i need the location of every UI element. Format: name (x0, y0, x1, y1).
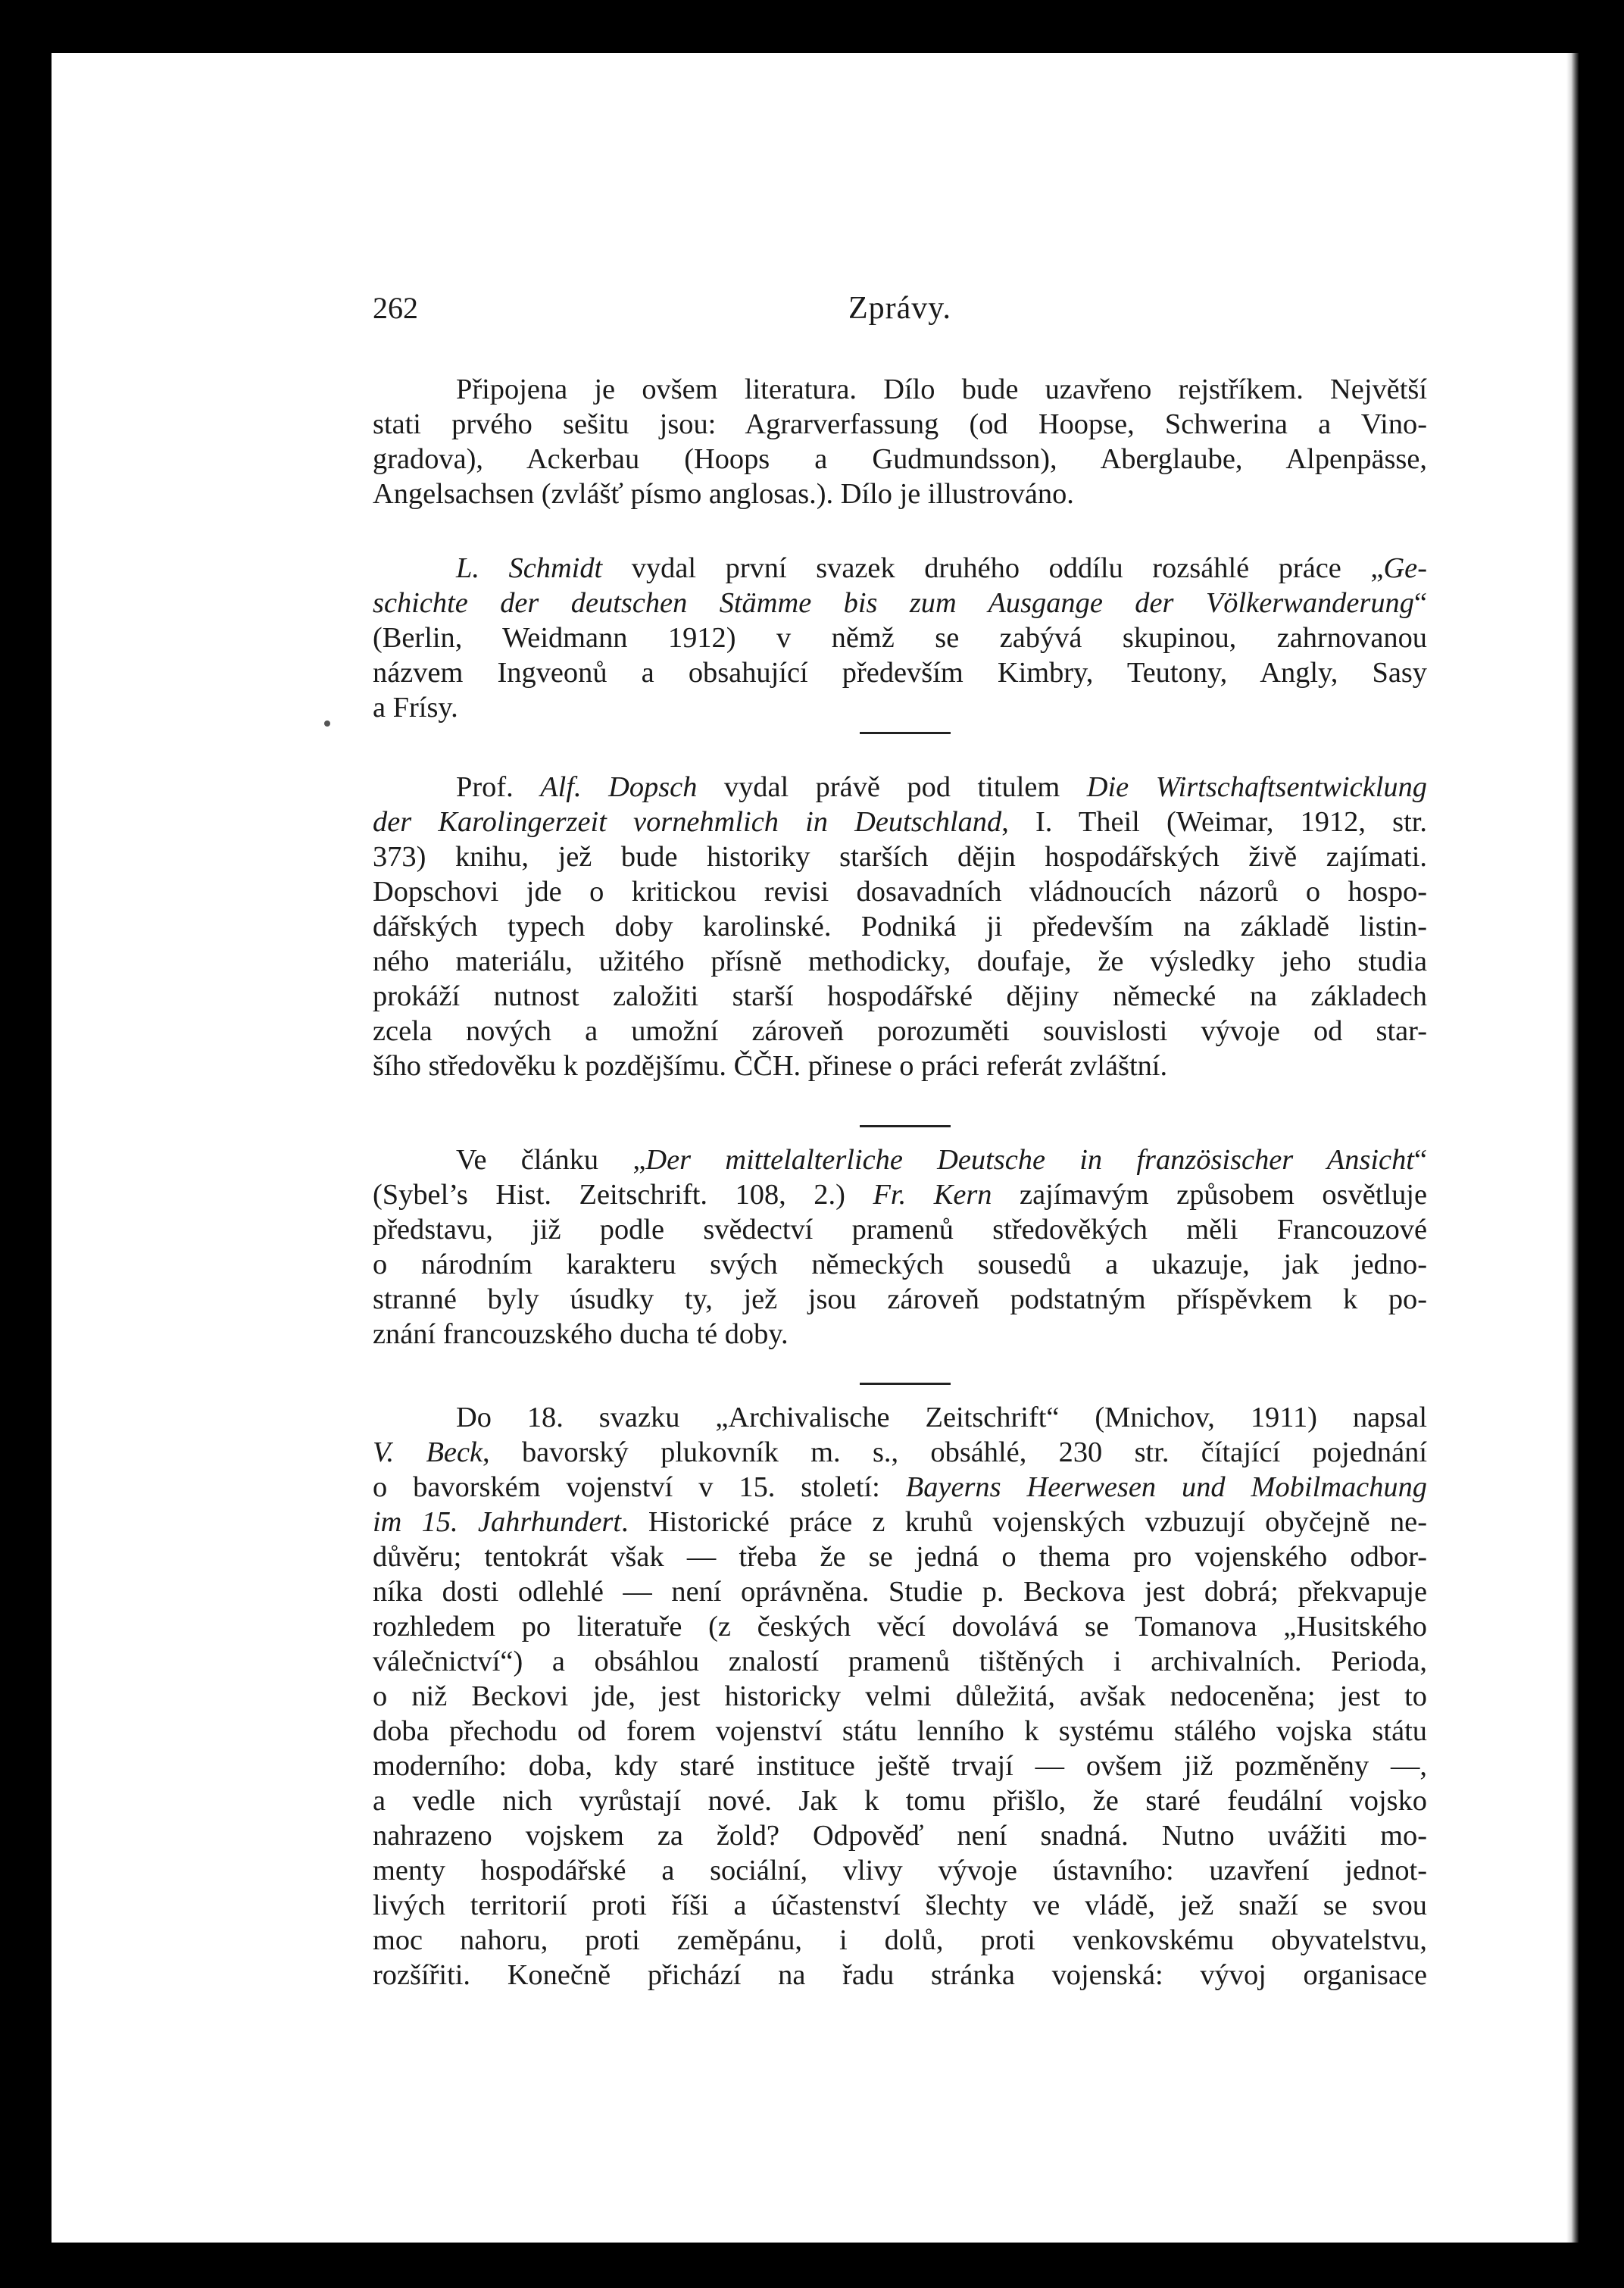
text-line: stati prvého sešitu jsou: Agrarverfassung (od Hoopse, Schwerina a Vino- (373, 408, 1427, 440)
book-title: der Karolingerzeit vornehmlich in Deutschland (373, 806, 1002, 838)
text-line: der Karolingerzeit vornehmlich in Deutschland, I. Theil (Weimar, 1912, str. (373, 806, 1428, 838)
text-line: a vedle nich vyrůstají nové. Jak k tomu přišlo, že staré feudální vojsko (373, 1785, 1427, 1817)
text-line: stranné byly úsudky ty, jež jsou zároveň podstatným příspěvkem k po- (373, 1283, 1427, 1315)
text-line: šího středověku k pozdějšímu. ČČH. přinese o práci referát zvláštní. (373, 1050, 1168, 1082)
text-line: Připojena je ovšem literatura. Dílo bude uzavřeno rejstříkem. Největší (456, 374, 1427, 405)
text-line: V. Beck, bavorský plukovník m. s., obsáhlé, 230 str. čítající pojednání (373, 1436, 1427, 1468)
paragraph-schmidt (373, 551, 1427, 725)
text-line: ného materiálu, užitého přísně methodicky, doufaje, že výsledky jeho studia (373, 946, 1427, 977)
page-number: 262 (373, 291, 418, 325)
text-line: o bavorském vojenství v 15. století: Bayerns Heerwesen und Mobilmachung (373, 1471, 1427, 1503)
scan-border-left (0, 0, 52, 2288)
paragraph-encyclopedia-note (373, 372, 1427, 511)
text-line: dářských typech doby karolinské. Podniká ji především na základě listin- (373, 911, 1427, 942)
text-line: 373) knihu, jež bude historiky starších dějin hospodářských živě zajímati. (373, 841, 1427, 873)
section-separator (860, 1125, 951, 1127)
text-line: a Frísy. (373, 692, 458, 724)
paragraph-beck (373, 1400, 1427, 1993)
text-line: schichte der deutschen Stämme bis zum Ausgange der Völkerwanderung“ (373, 587, 1427, 619)
paragraph-kern (373, 1142, 1427, 1352)
text-line: válečnictví“) a obsáhlou znalostí pramenů tištěných i archivalních. Perioda, (373, 1646, 1427, 1677)
text-line: názvem Ingveonů a obsahující především Kimbry, Teutony, Angly, Sasy (373, 657, 1427, 689)
page-edge-shadow (1566, 53, 1579, 2243)
book-title: Die Wirtschaftsentwicklung (1086, 771, 1427, 803)
section-separator (860, 732, 951, 734)
text-line: Angelsachsen (zvlášť písmo anglosas.). Dílo je illustrováno. (373, 478, 1074, 510)
section-separator (860, 1383, 951, 1385)
scan-border-right (1579, 0, 1624, 2288)
author-name: L. Schmidt (456, 552, 603, 584)
text-line: Do 18. svazku „Archivalische Zeitschrift“ (Mnichov, 1911) napsal (456, 1402, 1427, 1433)
author-name: Alf. Dopsch (540, 771, 698, 803)
text-line: Ve článku „Der mittelalterliche Deutsche in französischer Ansicht“ (456, 1144, 1427, 1176)
paragraph-dopsch (373, 770, 1427, 1083)
text-line: prokáží nutnost založiti starší hospodářské dějiny německé na základech (373, 980, 1427, 1012)
text-line: gradova), Ackerbau (Hoops a Gudmundsson), Aberglaube, Alpenpässe, (373, 443, 1427, 475)
text-line: znání francouzského ducha té doby. (373, 1318, 789, 1350)
text-line: (Sybel’s Hist. Zeitschrift. 108, 2.) Fr. Kern zajímavým způsobem osvětluje (373, 1179, 1427, 1211)
scan-border-top (0, 0, 1624, 53)
book-title: im 15. Jahrhundert (373, 1506, 622, 1538)
text-line: livých territorií proti říši a účastenství šlechty ve vládě, jež snaží se svou (373, 1889, 1427, 1921)
text-line: moderního: doba, kdy staré instituce ještě trvají — ovšem již pozměněny —, (373, 1750, 1427, 1782)
text-line: zcela nových a umožní zároveň porozuměti souvislosti vývoje od star- (373, 1015, 1427, 1047)
text-line: níka dosti odlehlé — není oprávněna. Studie p. Beckova jest dobrá; překvapuje (373, 1576, 1427, 1608)
article-title: Der mittelalterliche Deutsche in französischer Ansicht (645, 1144, 1414, 1176)
text-line: důvěru; tentokrát však — třeba že se jedná o thema pro vojenského odbor- (373, 1541, 1427, 1573)
text-line: rozhledem po literatuře (z českých věcí dovolává se Tomanova „Husitského (373, 1611, 1427, 1643)
text-line: o národním karakteru svých německých sousedů a ukazuje, jak jedno- (373, 1249, 1427, 1280)
text-line: o niž Beckovi jde, jest historicky velmi důležitá, avšak nedoceněna; jest to (373, 1680, 1427, 1712)
author-name: V. Beck (373, 1436, 483, 1468)
text-line: menty hospodářské a sociální, vlivy vývoje ústavního: uzavření jednot- (373, 1855, 1427, 1886)
text-line: nahrazeno vojskem za žold? Odpověď není snadná. Nutno uvážiti mo- (373, 1820, 1427, 1852)
page-header (373, 290, 1427, 336)
text-line: Dopschovi jde o kritickou revisi dosavadních vládnoucích názorů o hospo- (373, 876, 1427, 908)
text-line: doba přechodu od forem vojenství státu lenního k systému stálého vojska státu (373, 1715, 1427, 1747)
text-line: (Berlin, Weidmann 1912) v němž se zabývá skupinou, zahrnovanou (373, 622, 1427, 654)
book-title: Bayerns Heerwesen und Mobilmachung (905, 1471, 1427, 1503)
text-line: rozšířiti. Konečně přichází na řadu stránka vojenská: vývoj organisace (373, 1959, 1427, 1991)
book-title: Ge- (1383, 552, 1427, 584)
text-line: Prof. Alf. Dopsch vydal právě pod titulem Die Wirtschaftsentwicklung (456, 771, 1427, 803)
text-line: L. Schmidt vydal první svazek druhého oddílu rozsáhlé práce „Ge- (456, 552, 1427, 584)
running-head: Zprávy. (848, 291, 952, 326)
book-title: schichte der deutschen Stämme bis zum Ausgange der Völkerwanderung (373, 587, 1414, 619)
stray-ink-dot (324, 720, 330, 727)
text-line: představu, již podle svědectví pramenů středověkých měli Francouzové (373, 1214, 1427, 1246)
author-name: Fr. Kern (873, 1179, 992, 1211)
text-line: moc nahoru, proti zeměpánu, i dolů, proti venkovskému obyvatelstvu, (373, 1924, 1427, 1956)
scan-border-bottom (0, 2243, 1624, 2288)
text-line: im 15. Jahrhundert. Historické práce z kruhů vojenských vzbuzují obyčejně ne- (373, 1506, 1427, 1538)
